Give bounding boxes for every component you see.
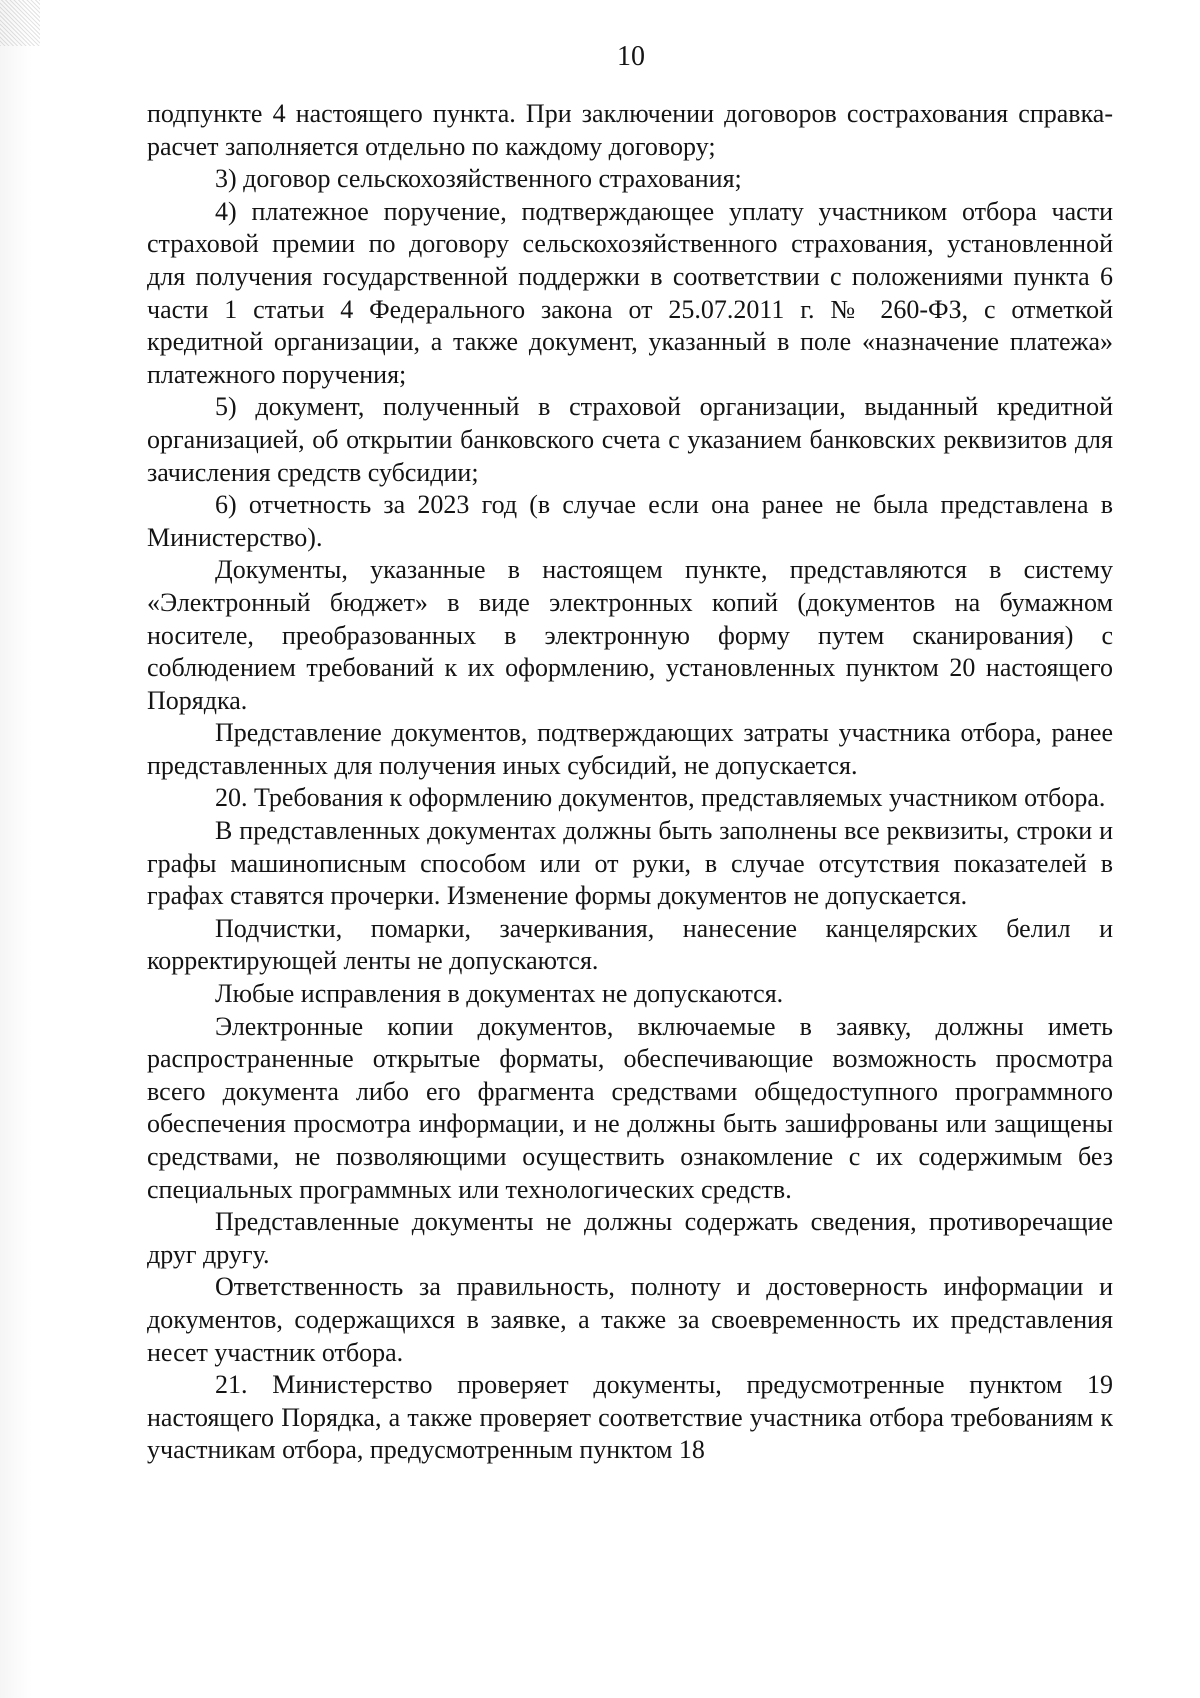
- paragraph-documents-submission: Документы, указанные в настоящем пункте, представляются в систему «Электронный бюджет» в виде электронных копий (документов на бумажном носителе, преобразованных в электронную форму путем сканирования) с соблюдением требований к их оформлению, установленных пунктом 20 настоящего Порядка.: [147, 555, 1113, 715]
- paragraph-cost-documents: Представление документов, подтверждающих затраты участника отбора, ранее представленных для получения иных субсидий, не допускается.: [147, 718, 1113, 780]
- paragraph-electronic-copies: Электронные копии документов, включаемые в заявку, должны иметь распространенные открытые форматы, обеспечивающие возможность просмотра всего документа либо его фрагмента средствами общедоступного программного обеспечения просмотра информации, и не должны быть зашифрованы или защищены средствами, не позволяющими осуществить ознакомление с их содержимым без специальных программных или технологических средств.: [147, 1011, 1113, 1204]
- document-body: [147, 98, 1113, 1467]
- page-number: 10: [617, 41, 645, 72]
- paragraph-no-erasures: Подчистки, помарки, зачеркивания, нанесение канцелярских белил и корректирующей ленты не допускаются.: [147, 913, 1113, 976]
- paragraph-subitem-continuation: подпункте 4 настоящего пункта. При заключении договоров сострахования справка-расчет заполняется отдельно по каждому договору;: [147, 99, 1113, 161]
- paragraph-no-corrections: Любые исправления в документах не допускаются.: [215, 979, 784, 1009]
- paragraph-no-contradictions: Представленные документы не должны содержать сведения, противоречащие друг другу.: [147, 1207, 1113, 1269]
- paragraph-item-6: 6) отчетность за 2023 год (в случае если она ранее не была представлена в Министерство).: [147, 490, 1113, 552]
- paragraph-filling-requirements: В представленных документах должны быть заполнены все реквизиты, строки и графы машинописным способом или от руки, в случае отсутствия показателей в графах ставятся прочерки. Изменение формы документов не допускается.: [147, 816, 1113, 911]
- paragraph-section-21: 21. Министерство проверяет документы, предусмотренные пунктом 19 настоящего Порядка, а также проверяет соответствие участника отбора требованиям к участникам отбора, предусмотренным пунктом 18: [147, 1370, 1113, 1465]
- paragraph-section-20: 20. Требования к оформлению документов, представляемых участником отбора.: [215, 783, 1106, 813]
- paragraph-item-3: 3) договор сельскохозяйственного страхования;: [215, 164, 742, 194]
- scan-edge-shadow: [0, 0, 46, 1698]
- paragraph-item-4: 4) платежное поручение, подтверждающее уплату участником отбора части страховой премии по договору сельскохозяйственного страхования, установленной для получения государственной поддержки в соответствии с положениями пункта 6 части 1 статьи 4 Федерального закона от 25.07.2011 г. № 260-ФЗ, с отметкой кредитной организации, а также документ, указанный в поле «назначение платежа» платежного поручения;: [147, 196, 1113, 389]
- paragraph-responsibility: Ответственность за правильность, полноту и достоверность информации и документов, содержащихся в заявке, а также за своевременность их представления несет участник отбора.: [147, 1272, 1113, 1367]
- paragraph-item-5: 5) документ, полученный в страховой организации, выданный кредитной организацией, об открытии банковского счета с указанием банковских реквизитов для зачисления средств субсидии;: [147, 392, 1113, 487]
